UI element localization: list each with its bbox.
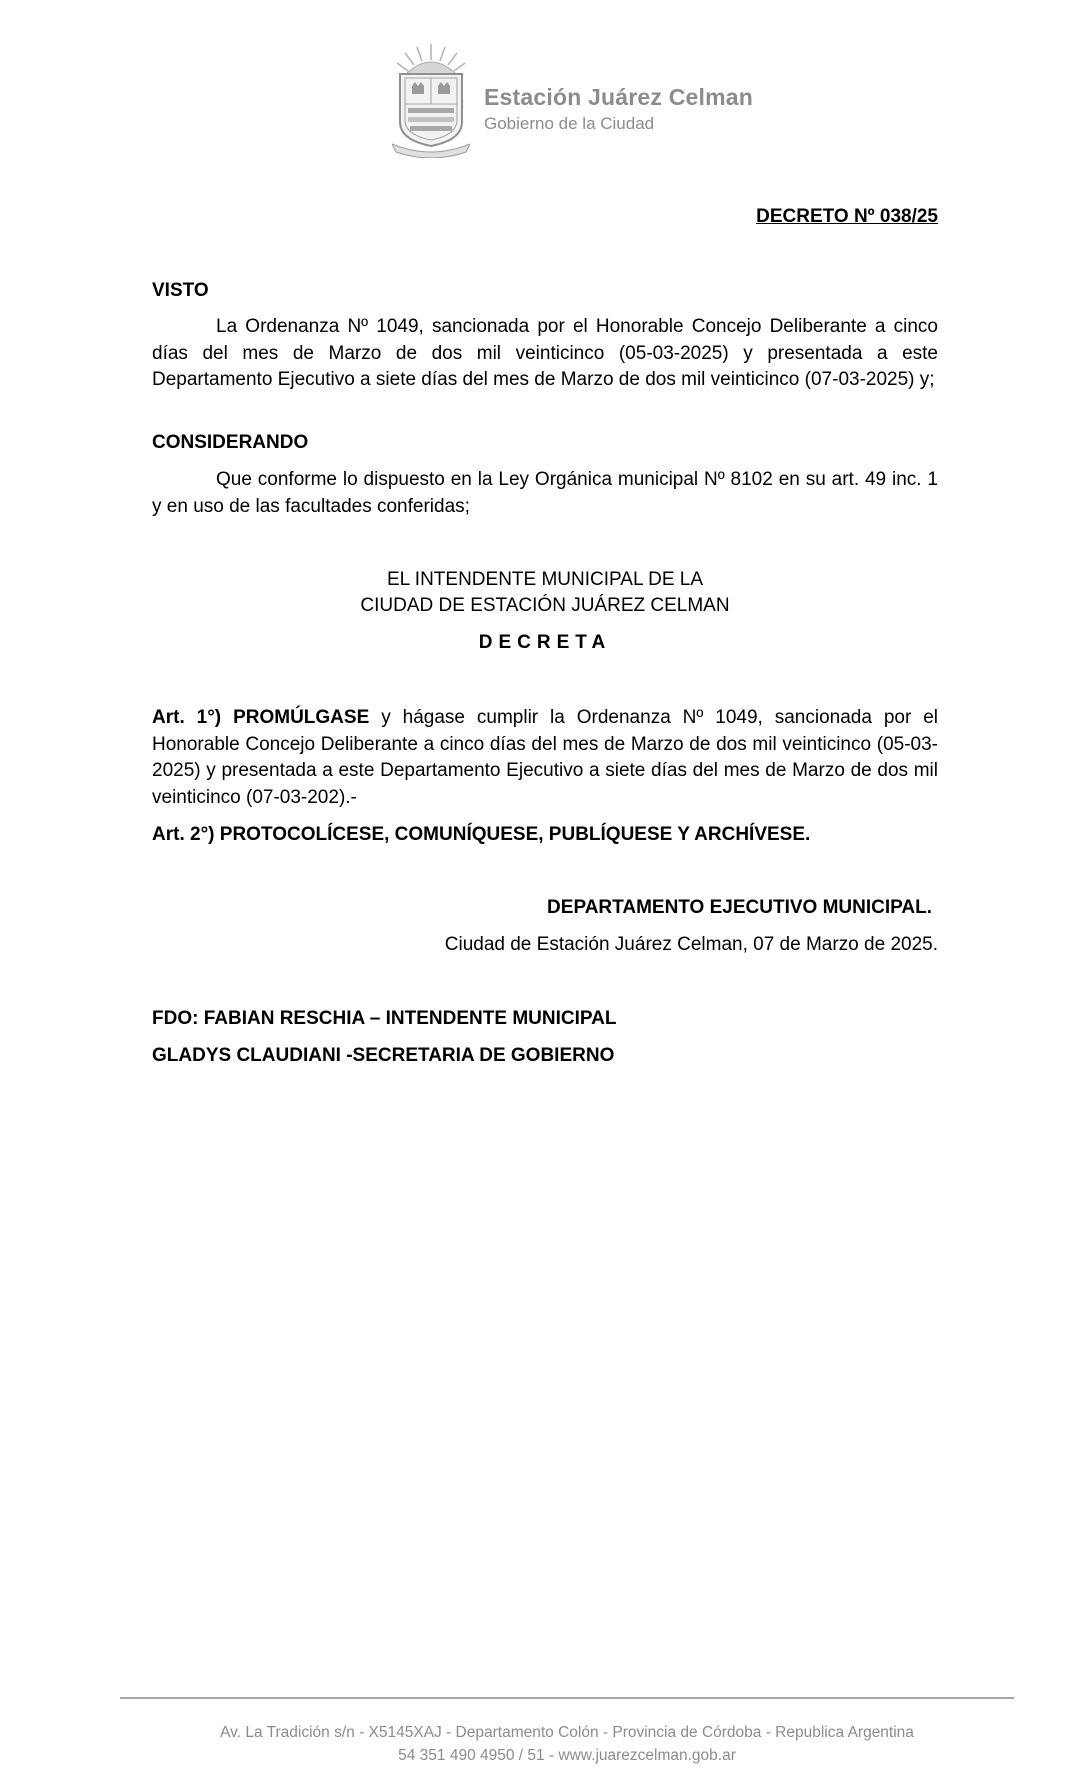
considerando-heading: CONSIDERANDO	[152, 432, 309, 453]
org-subtitle: Gobierno de la Ciudad	[484, 114, 655, 133]
footer-contact: 54 351 490 4950 / 51 - www.juarezcelman.gob.ar	[398, 1747, 736, 1764]
article-1-text: y hágase cumplir la Ordenanza Nº 1049, sancionada por el Honorable Concejo Deliberante a cinco días del mes de Marzo de dos mil veinticinco (05-03-2025) y presentada a este Departamento Ejecutivo a siete días del mes de Marzo de dos mil veinticinco (07-03-202).-	[152, 707, 939, 808]
decree-number: DECRETO Nº 038/25	[756, 206, 938, 227]
authority-line-2: CIUDAD DE ESTACIÓN JUÁREZ CELMAN	[360, 595, 730, 616]
org-name: Estación Juárez Celman	[484, 84, 754, 110]
article-2-text: PROTOCOLÍCESE, COMUNÍQUESE, PUBLÍQUESE Y ARCHÍVESE.	[219, 824, 811, 845]
footer-address: Av. La Tradición s/n - X5145XAJ - Departamento Colón - Provincia de Córdoba - Republica Argentina	[220, 1724, 914, 1741]
municipal-crest-icon	[392, 40, 470, 158]
letterhead	[392, 40, 812, 160]
visto-heading: VISTO	[152, 280, 209, 301]
signature-line-1: FDO: FABIAN RESCHIA – INTENDENTE MUNICIPAL	[152, 1008, 617, 1029]
place-date: Ciudad de Estación Juárez Celman, 07 de Marzo de 2025.	[444, 934, 938, 955]
department-line: DEPARTAMENTO EJECUTIVO MUNICIPAL.	[547, 897, 932, 918]
article-2-label: Art. 2°)	[152, 824, 215, 845]
authority-line-1: EL INTENDENTE MUNICIPAL DE LA	[386, 569, 704, 590]
article-2	[152, 822, 938, 849]
signature-line-2: GLADYS CLAUDIANI -SECRETARIA DE GOBIERNO	[152, 1045, 615, 1066]
footer-divider	[120, 1697, 1014, 1699]
article-1-label: Art. 1°)	[152, 707, 222, 728]
article-1	[152, 705, 938, 811]
considerando-text: Que conforme lo dispuesto en la Ley Orgánica municipal Nº 8102 en su art. 49 inc. 1 y en uso de las facultades conferidas;	[152, 469, 938, 517]
decreta-heading: DECRETA	[478, 632, 612, 653]
article-1-keyword: PROMÚLGASE	[233, 707, 370, 728]
visto-text: La Ordenanza Nº 1049, sancionada por el Honorable Concejo Deliberante a cinco días del mes de Marzo de dos mil veinticinco (05-03-2025) y presentada a este Departamento Ejecutivo a siete días del mes de Marzo de dos mil veinticinco (07-03-2025) y;	[152, 316, 938, 390]
